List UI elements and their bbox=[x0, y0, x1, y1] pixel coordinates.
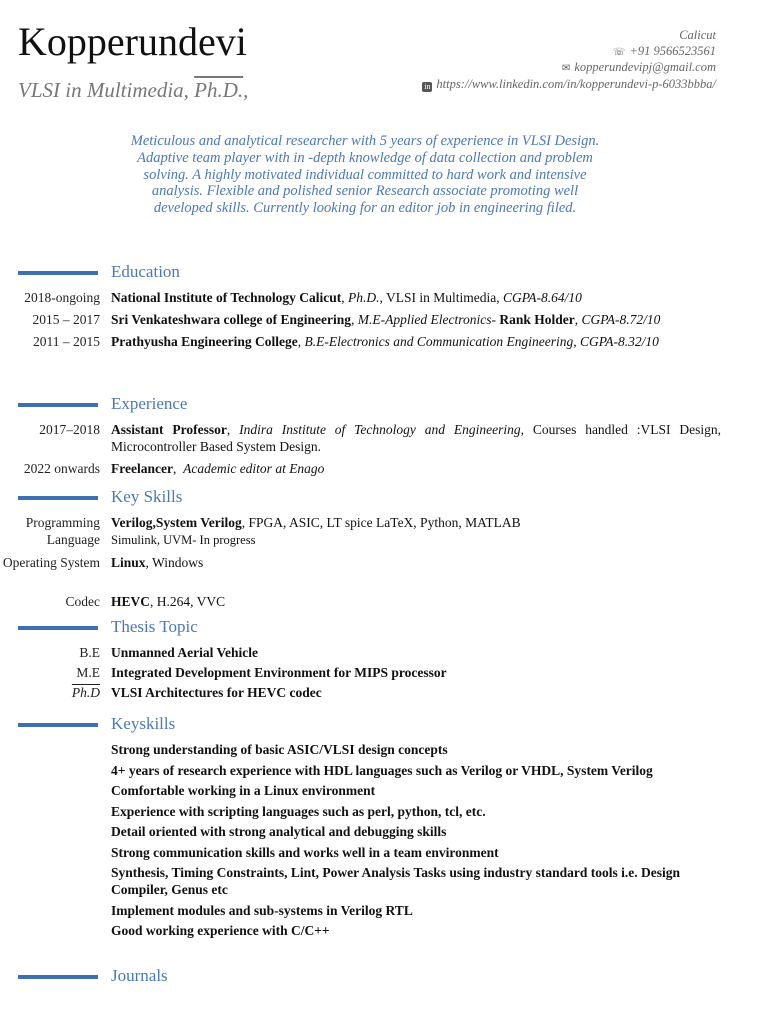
sep: , bbox=[341, 290, 349, 305]
keyskill-item: Comfortable working in a Linux environment bbox=[111, 783, 376, 798]
date: 2022 onwards bbox=[23, 461, 100, 476]
keyskill-item: Good working experience with C/C++ bbox=[111, 923, 330, 938]
keyskill-item: 4+ years of research experience with HDL languages such as Verilog or VHDL, System Verilog bbox=[111, 762, 653, 778]
date: 2015 – 2017 bbox=[32, 312, 100, 327]
experience-row: 2017–2018 Assistant Professor, Indira Institute of Technology and Engineering, Courses handled :VLSI Design, Microcontroller Based System Design. bbox=[0, 421, 768, 455]
date: 2017–2018 bbox=[39, 422, 100, 437]
education-row bbox=[0, 333, 768, 350]
skill-line2: Simulink, UVM- In progress bbox=[111, 533, 256, 547]
skill-rest: , FPGA, ASIC, LT spice LaTeX, Python, MATLAB bbox=[241, 515, 521, 530]
keyskill-item: Strong understanding of basic ASIC/VLSI design concepts bbox=[111, 742, 448, 757]
experience-section bbox=[0, 395, 768, 477]
degree: M.E-Applied Electronics- bbox=[357, 312, 500, 327]
details: , Courses handled :VLSI Design, Microcontroller Based System Design. bbox=[111, 422, 722, 454]
sep: , bbox=[351, 312, 358, 327]
institution: National Institute of Technology Calicut bbox=[111, 290, 342, 305]
phone-line bbox=[422, 44, 716, 61]
role: Freelancer bbox=[111, 461, 173, 476]
sep: , bbox=[297, 334, 305, 349]
skill-main: HEVC bbox=[111, 594, 151, 609]
sep: , bbox=[573, 334, 580, 349]
skill-label: Operating System bbox=[2, 555, 100, 570]
linkedin-link[interactable]: https://www.linkedin.com/in/kopperundevi-p-6033bbba/ bbox=[436, 76, 716, 91]
sep: , bbox=[574, 312, 582, 327]
skill-rest: , Windows bbox=[145, 555, 204, 570]
organization: Indira Institute of Technology and Engineering bbox=[239, 422, 521, 437]
thesis-title: Unmanned Aerial Vehicle bbox=[111, 645, 259, 660]
skill-row bbox=[0, 554, 768, 588]
thesis-row bbox=[0, 664, 768, 681]
section-bar bbox=[18, 271, 98, 275]
thesis-title: Integrated Development Environment for MIPS processor bbox=[111, 665, 447, 680]
degree-suffix: , bbox=[243, 78, 249, 102]
rank: Rank Holder bbox=[499, 312, 575, 327]
degree-label bbox=[0, 684, 100, 701]
keyskills-section bbox=[0, 715, 768, 939]
phone: +91 9566523561 bbox=[629, 43, 716, 58]
contact-block bbox=[422, 28, 716, 92]
section-title: Thesis Topic bbox=[111, 617, 198, 636]
phone-icon: ☏ bbox=[612, 46, 626, 58]
date: 2018-ongoing bbox=[24, 290, 100, 305]
skill-label: Programming Language bbox=[25, 515, 100, 547]
email-link[interactable]: kopperundevipj@gmail.com bbox=[574, 60, 716, 74]
institution: Prathyusha Engineering College bbox=[111, 334, 298, 349]
thesis-row bbox=[0, 684, 768, 701]
institution: Sri Venkateshwara college of Engineering bbox=[111, 312, 351, 327]
skill-row bbox=[0, 514, 768, 549]
degree-label: M.E bbox=[76, 665, 100, 680]
candidate-subtitle bbox=[18, 78, 248, 103]
experience-row: 2022 onwards Freelancer, Academic editor at Enago bbox=[0, 460, 768, 477]
skill-rest: , H.264, VVC bbox=[150, 594, 226, 609]
keyskill-item: Strong communication skills and works well in a team environment bbox=[111, 844, 499, 860]
organization: Academic editor at Enago bbox=[183, 461, 325, 476]
degree-label: B.E bbox=[79, 645, 100, 660]
grade: CGPA-8.32/10 bbox=[579, 334, 659, 349]
grade: CGPA-8.64/10 bbox=[503, 290, 582, 305]
education-section bbox=[0, 263, 768, 350]
role: Assistant Professor bbox=[111, 422, 227, 437]
linkedin-icon: in bbox=[424, 81, 431, 91]
section-title: Key Skills bbox=[111, 487, 183, 506]
email-line[interactable] bbox=[422, 60, 716, 77]
key-skills-section bbox=[0, 488, 768, 610]
thesis-section bbox=[0, 618, 768, 701]
section-bar bbox=[18, 496, 98, 500]
keyskill-item: Detail oriented with strong analytical and debugging skills bbox=[111, 824, 447, 839]
subtitle-text: VLSI in Multimedia, bbox=[18, 78, 195, 102]
field: , VLSI in Multimedia, bbox=[379, 290, 504, 305]
section-title: Experience bbox=[111, 394, 188, 413]
envelope-icon: ✉ bbox=[561, 63, 571, 74]
skill-main: Verilog,System Verilog bbox=[111, 515, 242, 530]
skill-label: Codec bbox=[65, 594, 100, 609]
section-title: Journals bbox=[111, 966, 168, 985]
keyskill-item: Implement modules and sub-systems in Verilog RTL bbox=[111, 902, 413, 918]
linkedin-line[interactable] bbox=[422, 77, 716, 93]
skill-row bbox=[0, 593, 768, 610]
journals-section bbox=[0, 967, 768, 987]
section-title: Education bbox=[111, 262, 180, 281]
degree-text: Ph.D. bbox=[194, 78, 244, 102]
summary: Meticulous and analytical researcher with 5 years of experience in VLSI Design. Adaptive team player with in -depth knowledge of data collection and problem solving. A highly motivated individual committed to hard work and intensive analysis. Flexible and polished senior Research associate promoting well developed skills. Currently looking for an editor job in engineering filed. bbox=[130, 133, 600, 217]
section-title: Keyskills bbox=[111, 714, 176, 733]
thesis-title: VLSI Architectures for HEVC codec bbox=[111, 685, 322, 700]
degree: B.E-Electronics and Communication Engineering bbox=[304, 334, 574, 349]
section-bar bbox=[18, 975, 98, 979]
keyskill-item: Experience with scripting languages such as perl, python, tcl, etc. bbox=[111, 803, 486, 819]
section-bar bbox=[18, 403, 98, 407]
location: Calicut bbox=[679, 28, 716, 42]
degree: Ph.D. bbox=[348, 290, 380, 305]
candidate-name: Kopperundevi bbox=[18, 19, 247, 64]
keyskill-item: Synthesis, Timing Constraints, Lint, Power Analysis Tasks using industry standard tools i.e. Design Compiler, Genus etc bbox=[111, 865, 681, 897]
section-bar bbox=[18, 723, 98, 727]
grade: CGPA-8.72/10 bbox=[581, 312, 661, 327]
date: 2011 – 2015 bbox=[33, 334, 100, 349]
education-row bbox=[0, 289, 768, 306]
skill-main: Linux bbox=[111, 555, 146, 570]
phd-label: Ph.D bbox=[71, 685, 100, 700]
section-bar bbox=[18, 626, 98, 630]
thesis-row bbox=[0, 644, 768, 661]
education-row bbox=[0, 311, 768, 328]
